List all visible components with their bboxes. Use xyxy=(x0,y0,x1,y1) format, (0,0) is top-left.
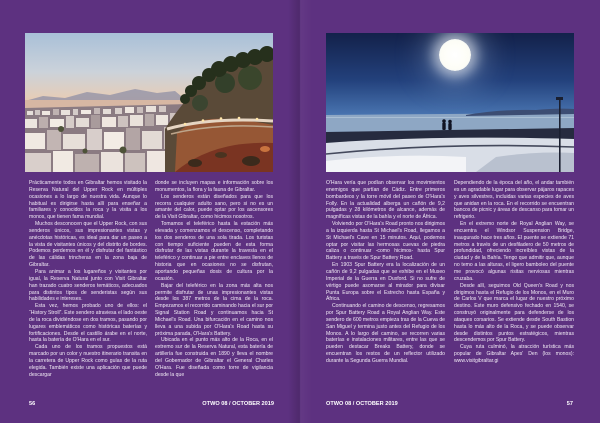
right-page-photo xyxy=(326,33,574,172)
article-paragraph: donde se incluyen mapas e información sobre los monumentos, la flora y la fauna de Gibraltar. xyxy=(155,180,273,193)
article-paragraph: En 1903 Spur Battery era la localización de un cañón de 9,2 pulgadas que se exhibe en el Museo Imperial de la Guerra en Duxford. Si no sufre de vértigo puede asomarse al mirador para divisar Punta Europa sobre el Estrecho hasta España y África. xyxy=(326,262,445,303)
article-paragraph: Ubicada en el punto más alto de la Roca, en el extremo sur de la Reserva Natural, esta batería de artillería fue construida en 1890 y lleva el nombre del Gobernador de Gibraltar el General Charles O'Hara. Fue diseñada como torre de vigilancia desde la que xyxy=(155,337,273,378)
article-paragraph: Desde allí, seguimos Old Queen's Road y nos dirigimos hasta el Refugio de los Monos, en el Muro de Carlos V que marca el lugar de nuestro próximo destino. Este muro defensivo fechado en 1540, se construyó originalmente para defenderse de los ataques corsarios. Se extiende desde South Bastion hasta lo más alto de la Roca, y se puede observar desde distintos puntos estratégicos, mientras descendemos por Spur Battery. xyxy=(454,282,574,344)
issue-label-right: OTWO 08 / OCTOBER 2019 xyxy=(326,401,398,407)
seaside-twilight-illustration xyxy=(326,33,574,172)
issue-label-left: OTWO 08 / OCTOBER 2019 xyxy=(202,401,274,407)
article-paragraph: Cuya ruta culminó, la atracción turística más popular de Gibraltar Apes' Den (los monos): www.visitgibraltar.gi xyxy=(454,344,574,364)
article-paragraph: Para animar a los lugareños y visitantes por igual, la Reserva Natural junto con Visit Gibraltar han trazado cuatro senderos temáticos, adecuados para distintos tipos de senderistas según sus habilidades e intereses. xyxy=(29,268,147,303)
left-page-photo xyxy=(25,33,273,172)
page-number-right: 57 xyxy=(566,401,573,407)
article-paragraph: Cada uno de los tramos propuestos está marcado por un color y nuestro itinerario transita en la carretera de Upper Rock como guías de la ruta elegida. También existe una aplicación que puede descargar xyxy=(29,344,147,378)
article-paragraph: Prácticamente todos en Gibraltar hemos visitado la Reserva Natural del Upper Rock en múltiples ocasiones a lo largo de nuestra vida. Aunque lo habitual es dirigirse hasta allí para enseñar a familiares y conocidos la roca y la visita a los monos, que tienen fama mundial. xyxy=(29,180,147,221)
left-page-column-2 xyxy=(155,180,273,394)
article-paragraph: Volviendo por O'Hara's Road pronto nos dirigimos a la izquierda hasta St Michael's Road, llegamos a St Michael's Cave en 15 minutos. Aquí, podemos optar por visitar las hermosas cuevas de piedra caliza o continuar -como hicimos- hasta Spur Battery a través de Spur Battery Road. xyxy=(326,221,445,262)
sea-highlight xyxy=(326,117,574,118)
right-page-column-1 xyxy=(326,180,445,394)
page-gutter xyxy=(288,0,312,423)
article-paragraph: Esta vez, hemos probado uno de ellos: el “History Stroll”. Este sendero atraviesa el lado oeste de la roca dividiéndose en dos tramos, pasando por lugares emblemáticos como históricas baterías y fortificaciones. Desde el castillo árabe en el norte, hasta la batería de O'Hara en el sur. xyxy=(29,303,147,344)
gibraltar-sunset-illustration xyxy=(25,33,273,172)
right-page-column-2 xyxy=(454,180,574,394)
article-paragraph: Muchos desconocen que el Upper Rock, con sus senderos únicos, sus impresionantes vistas y anécdotas históricas, es ideal para dar un paseo a la vista de visitantes únicos y del distrito de bordes. Podemos perdernos en él y disfrutar del fantástico de las cálidas trincheras en la zona baja de Gibraltar. xyxy=(29,221,147,269)
page-number-left: 56 xyxy=(29,401,36,407)
left-page-column-1 xyxy=(29,180,147,394)
article-paragraph: Tomamos el teleférico hasta la estación más elevada y comenzamos el descenso, completando los dos senderos de una sola tirada. Los turistas con tiempo suficiente pueden de esta forma disfrutar de las vistas durante la travesía en el teleférico y continuar a pie entre enclaves llenos de historia que en ocasiones no se disfrutan, aportando pequeñas dosis de cultura por la ocasión. xyxy=(155,221,273,282)
article-paragraph: Continuando el camino de descenso, regresamos por Spur Battery Road a Royal Anglian Way. Este sendero de 600 metros empieza tras de la Cueva de San Miguel y termina justo antes del Refugio de los Monos. A lo largo del camino, se recorren varias baterías e instalaciones militares, entre las que se pueden destacar Breaks Battery, donde se encuentran los restos de un reflector utilizado durante la Segunda Guerra Mundial. xyxy=(326,303,445,364)
article-paragraph: En el extremo norte de Royal Anglian Way, se encuentra el Windsor Suspension Bridge, inaugurado hace tres años. El puente se extiende 71 metros a través de un desfiladero de 50 metros de profundidad, ofreciendo increíbles vistas de la ciudad y de la Bahía. Tengo que admitir que, aunque no temo a las alturas, el ligero bamboleo del puente me provocó algunas risitas nerviosas mientras cruzaba. xyxy=(454,221,574,282)
article-paragraph: O'Hara vería que podían observar los movimientos enemigos que partían de Cádiz. Entre primeros bombardeos y la torre móvil del paseo de O'Hara's Folly. En la actualidad alberga un cañón de 9,2 pulgadas y 28 kilómetros de alcance, además de magníficas vistas de la bahía y el norte de África. xyxy=(326,180,445,221)
article-paragraph: Los senderos están diseñados para que los recorra cualquier adulto sano, pero si no es un amante del calor, puede optar por los ascensores de la Visit Gibraltar, como hicimos nosotros. xyxy=(155,193,273,221)
distant-mountains xyxy=(25,89,187,101)
article-paragraph: Bajar del teleférico en la zona más alta nos permite disfrutar de unas impresionantes vistas desde los 387 metros de la cima de la roca. Empezamos el recorrido caminando hacia el sur por Signal Station Road y continuamos hacia St Michael's Road. Una bifurcación en el camino nos lleva a una subida por O'Hara's Road hasta su próxima parada, O'Hara's Battery. xyxy=(155,282,273,337)
article-paragraph: Dependiendo de la época del año, el andar también es un agradable lugar para observar pájaros rapaces y aves silvestres, incluidas varias especies de aves que anidan en la roca. En el recorrido se encuentran bancos de picnic y áreas de descanso para tomar un refrigerio. xyxy=(454,180,574,221)
